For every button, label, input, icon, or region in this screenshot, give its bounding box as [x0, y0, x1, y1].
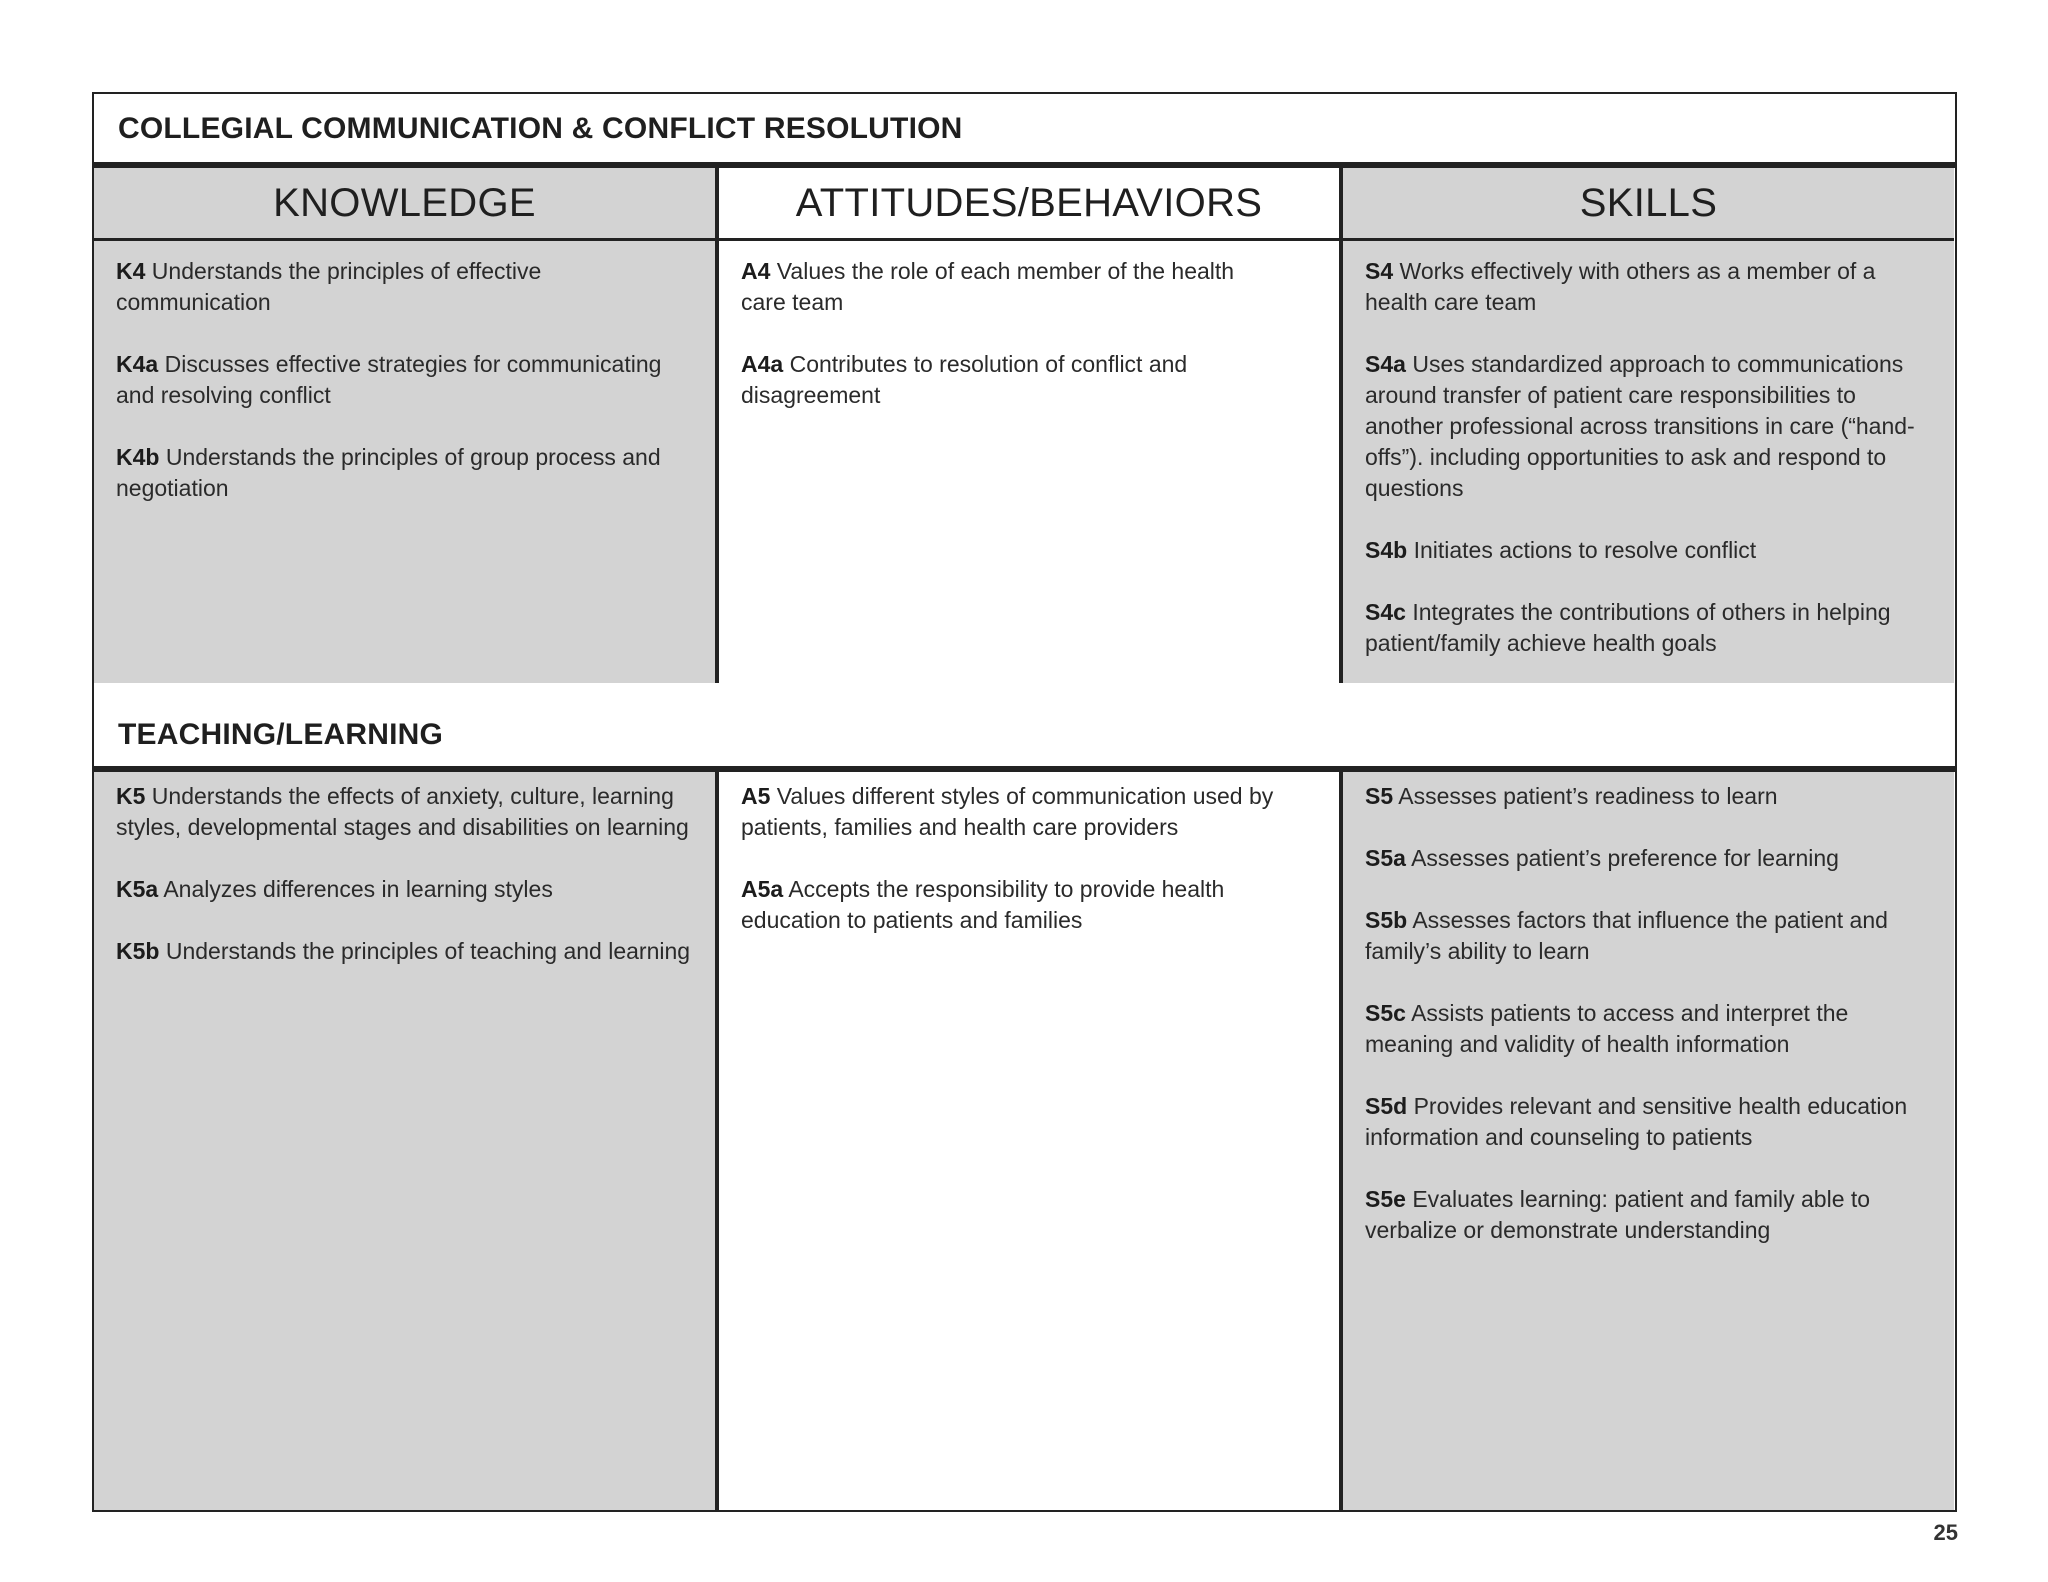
section-title-teaching: TEACHING/LEARNING: [118, 718, 444, 751]
knowledge-items-teaching: [116, 781, 695, 998]
page-number: 25: [1933, 1520, 1958, 1545]
column-divider: [715, 772, 719, 1510]
list-item: K5 Understands the effects of anxiety, culture, learning styles, developmental stages and disabilities on learning: [116, 783, 689, 840]
list-item: S4b Initiates actions to resolve conflict: [1365, 537, 1757, 563]
list-item: A5 Values different styles of communication used by patients, families and health care providers: [741, 783, 1274, 840]
list-item: A4 Values the role of each member of the health care team: [741, 258, 1235, 315]
column-header-skills: SKILLS: [1579, 180, 1718, 225]
column-divider: [1339, 772, 1343, 1510]
competency-table: [92, 92, 1957, 1512]
list-item: S4 Works effectively with others as a member of a health care team: [1365, 258, 1876, 315]
header-divider: [94, 238, 715, 241]
skills-column-teaching: [1343, 772, 1954, 1510]
column-header-knowledge: KNOWLEDGE: [273, 180, 536, 225]
knowledge-column-collegial: [94, 168, 715, 683]
list-item: K5b Understands the principles of teaching and learning: [116, 938, 691, 964]
attitudes-items-teaching: [741, 781, 1299, 967]
list-item: S5d Provides relevant and sensitive health education information and counseling to patients: [1365, 1093, 1908, 1150]
list-item: K5a Analyzes differences in learning styles: [116, 876, 553, 902]
skills-items-teaching: [1365, 781, 1934, 1277]
skills-column-collegial: [1343, 168, 1954, 683]
header-divider: [719, 238, 1339, 241]
header-divider: [1343, 238, 1954, 241]
list-item: S5 Assesses patient’s readiness to learn: [1365, 783, 1778, 809]
knowledge-column-teaching: [94, 772, 715, 1510]
column-divider: [1339, 168, 1343, 683]
attitudes-column-collegial: [719, 168, 1339, 683]
list-item: S5e Evaluates learning: patient and family able to verbalize or demonstrate understanding: [1365, 1186, 1871, 1243]
list-item: A5a Accepts the responsibility to provide health education to patients and families: [741, 876, 1225, 933]
section-title-collegial: COLLEGIAL COMMUNICATION & CONFLICT RESOLUTION: [118, 112, 963, 145]
attitudes-column-teaching: [719, 772, 1339, 1510]
list-item: S4c Integrates the contributions of others in helping patient/family achieve health goals: [1365, 599, 1891, 656]
list-item: K4a Discusses effective strategies for communicating and resolving conflict: [116, 351, 662, 408]
list-item: K4b Understands the principles of group process and negotiation: [116, 444, 661, 501]
column-divider: [715, 168, 719, 683]
list-item: S5a Assesses patient’s preference for learning: [1365, 845, 1839, 871]
skills-items-collegial: [1365, 256, 1934, 690]
list-item: A4a Contributes to resolution of conflict and disagreement: [741, 351, 1188, 408]
attitudes-items-collegial: [741, 256, 1279, 442]
list-item: S5c Assists patients to access and interpret the meaning and validity of health information: [1365, 1000, 1849, 1057]
list-item: S5b Assesses factors that influence the patient and family’s ability to learn: [1365, 907, 1888, 964]
list-item: K4 Understands the principles of effective communication: [116, 258, 542, 315]
column-header-attitudes: ATTITUDES/BEHAVIORS: [795, 180, 1263, 225]
knowledge-items-collegial: [116, 256, 695, 535]
list-item: S4a Uses standardized approach to communications around transfer of patient care responsibilities to another professional across transitions in care (“hand-offs”). including opportunities to ask and respond to questions: [1365, 351, 1915, 501]
